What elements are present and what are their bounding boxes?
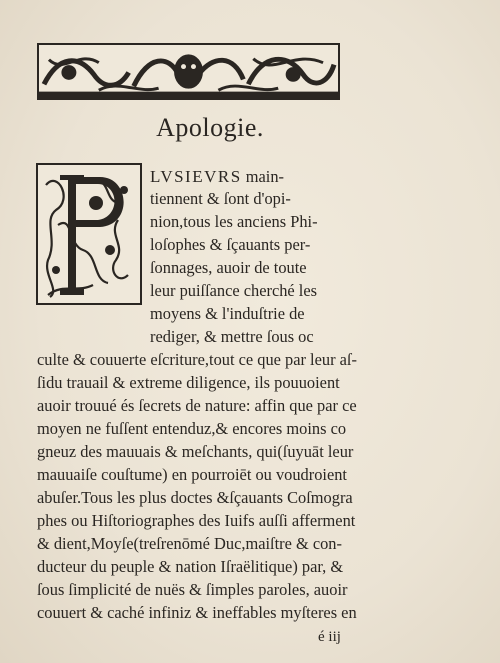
text-line: nion,tous les anciens Phi- bbox=[150, 212, 318, 231]
text-line: auoir trouué és ſecrets de nature: affin que par ce bbox=[37, 396, 357, 415]
text-line: culte & couuerte eſcriture,tout ce que par leur aſ- bbox=[37, 350, 357, 369]
text-line: loſophes & ſçauants per- bbox=[150, 235, 311, 254]
page-title: Apologie. bbox=[156, 113, 264, 142]
text-line: moyen ne fuſſent entenduz,& encores moins co bbox=[37, 419, 347, 438]
text-line: abuſer.Tous les plus doctes &ſçauants Coſmogra bbox=[37, 488, 353, 507]
text-line: ſidu trauail & extreme diligence, ils pouuoient bbox=[37, 373, 340, 392]
text-line: phes ou Hiſtoriographes des Iuifs auſſi afferment bbox=[37, 511, 356, 530]
signature-mark: é iij bbox=[318, 629, 341, 645]
decorative-headpiece bbox=[37, 43, 340, 100]
text-line: couuert & caché infiniz & ineffables myſteres en bbox=[37, 603, 357, 622]
text-line: mauuaiſe couſtume) en pourroiēt ou voudroient bbox=[37, 465, 347, 484]
text-line-1 bbox=[150, 168, 284, 185]
text-line: moyens & l'induſtrie de bbox=[150, 304, 305, 323]
first-line-rest: main- bbox=[241, 167, 285, 186]
text-line: ducteur du peuple & nation Iſraëlitique) par, & bbox=[37, 557, 344, 576]
first-word-smallcaps: LVSIEVRS bbox=[150, 167, 242, 186]
text-line: ſonnages, auoir de toute bbox=[150, 258, 307, 277]
text-line: leur puiſſance cherché les bbox=[150, 281, 318, 300]
text-line: ſous ſimplicité de nuës & ſimples paroles, auoir bbox=[37, 580, 348, 599]
decorated-initial bbox=[36, 163, 142, 305]
text-line: & dient,Moyſe(treſrenōmé Duc,maiſtre & con- bbox=[37, 534, 342, 553]
text-line: rediger, & mettre ſous oc bbox=[150, 327, 314, 346]
text-line: gneuz des mauuais & meſchants, qui(ſuyuāt leur bbox=[37, 442, 354, 461]
text-line: tiennent & ſont d'opi- bbox=[150, 189, 291, 208]
